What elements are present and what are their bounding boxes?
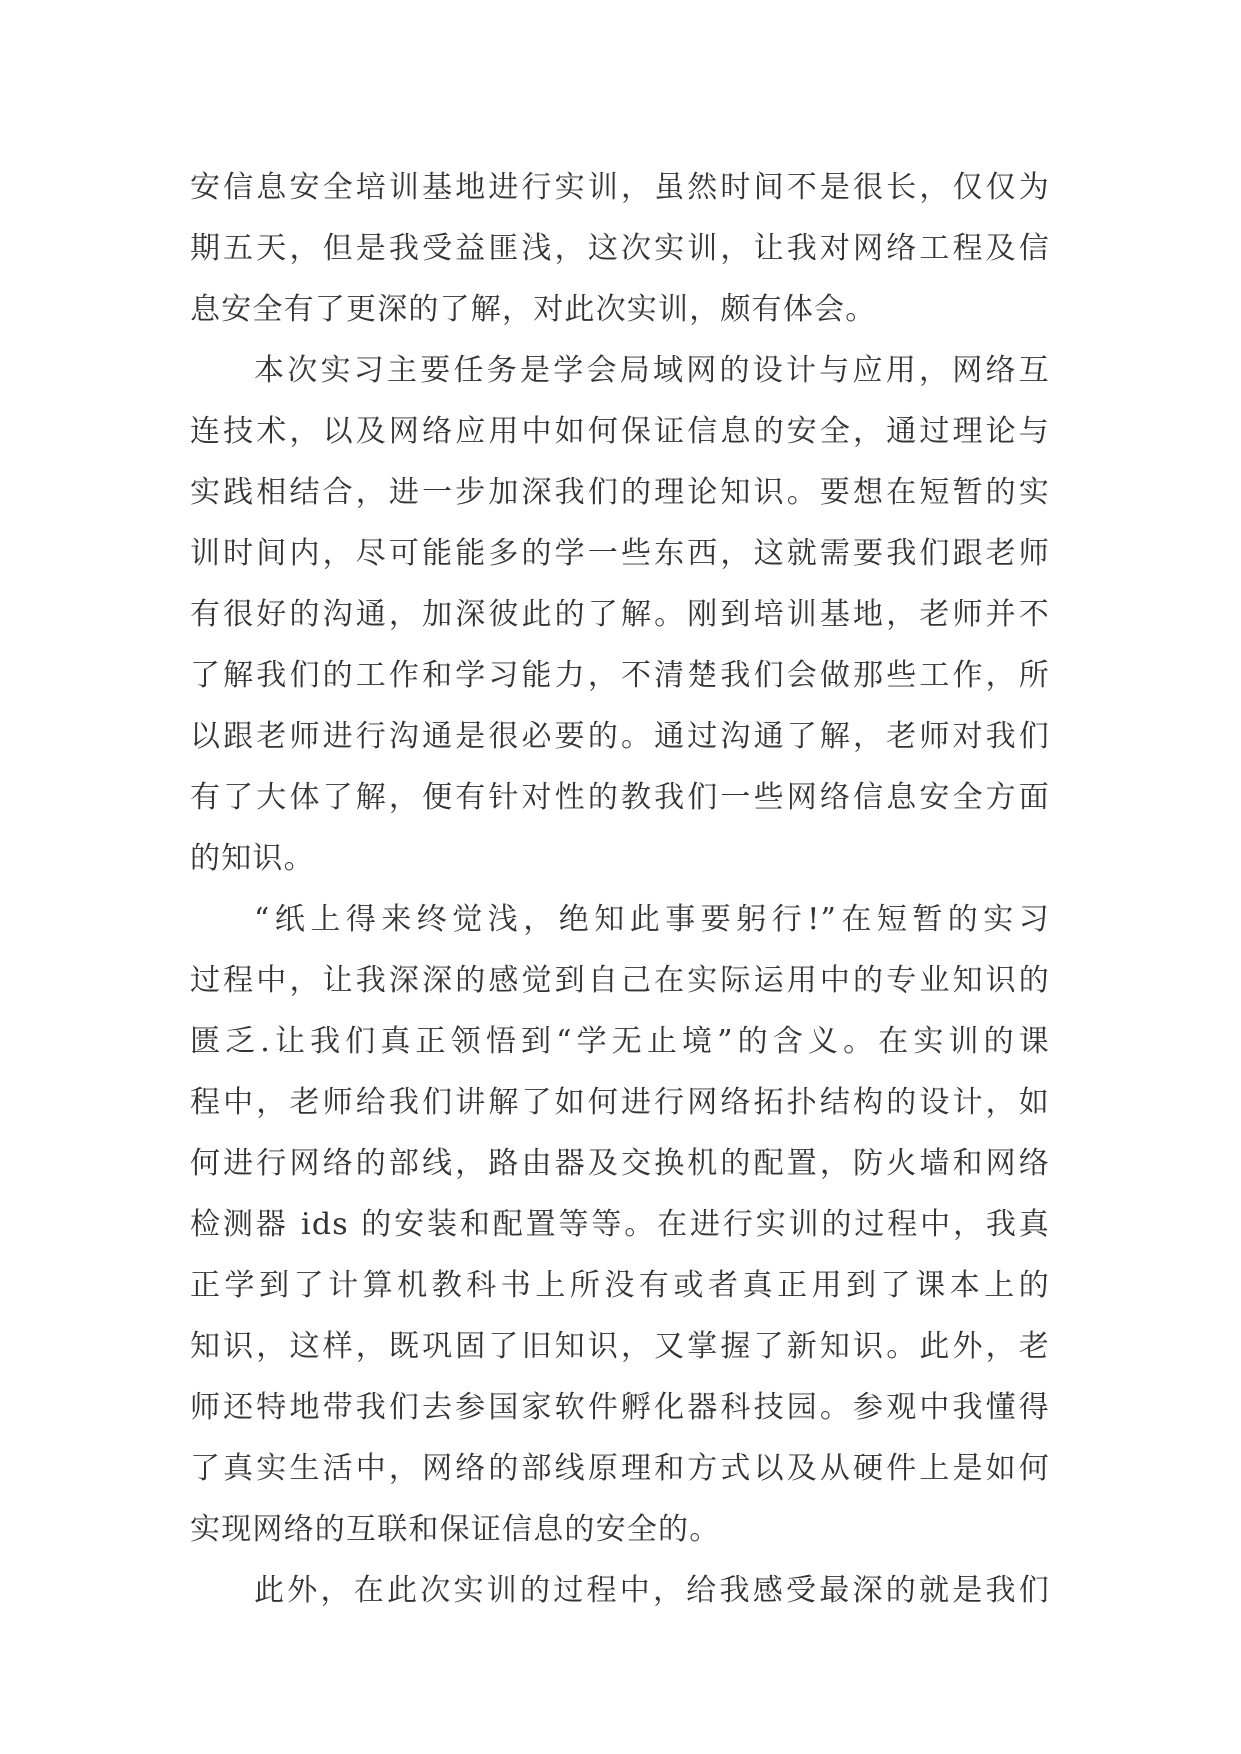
text-line: 安信息安全培训基地进行实训，虽然时间不是很长，仅仅为 (190, 170, 1050, 205)
text-line: 以跟老师进行沟通是很必要的。通过沟通了解，老师对我们 (190, 719, 1050, 754)
text-line: 匮乏.让我们真正领悟到“学无止境”的含义。在实训的课 (190, 1024, 1050, 1059)
text-line: 训时间内，尽可能能多的学一些东西，这就需要我们跟老师 (190, 536, 1050, 571)
text-line: 期五天，但是我受益匪浅，这次实训，让我对网络工程及信 (190, 231, 1050, 266)
text-line: 师还特地带我们去参国家软件孵化器科技园。参观中我懂得 (190, 1390, 1050, 1425)
text-line: 实践相结合，进一步加深我们的理论知识。要想在短暂的实 (190, 475, 1050, 510)
text-line: 实现网络的互联和保证信息的安全的。 (190, 1512, 721, 1547)
text-line: 检测器 ids 的安装和配置等等。在进行实训的过程中，我真 (190, 1207, 1050, 1242)
text-line: 程中，老师给我们讲解了如何进行网络拓扑结构的设计，如 (190, 1085, 1050, 1120)
text-line: 过程中，让我深深的感觉到自己在实际运用中的专业知识的 (190, 963, 1050, 998)
text-line: 了真实生活中，网络的部线原理和方式以及从硬件上是如何 (190, 1451, 1050, 1486)
text-line: 了解我们的工作和学习能力，不清楚我们会做那些工作，所 (190, 658, 1050, 693)
text-line: 何进行网络的部线，路由器及交换机的配置，防火墙和网络 (190, 1146, 1050, 1181)
text-line: 正学到了计算机教科书上所没有或者真正用到了课本上的 (190, 1268, 1050, 1303)
text-line: 有很好的沟通，加深彼此的了解。刚到培训基地，老师并不 (190, 597, 1050, 632)
text-line: 的知识。 (190, 841, 315, 876)
text-line: 息安全有了更深的了解，对此次实训，颇有体会。 (190, 292, 877, 327)
paragraph-first-line: 此外，在此次实训的过程中，给我感受最深的就是我们 (254, 1573, 1050, 1608)
text-line: 连技术，以及网络应用中如何保证信息的安全，通过理论与 (190, 414, 1050, 449)
paragraph-first-line: “纸上得来终觉浅，绝知此事要躬行!”在短暂的实习 (254, 902, 1050, 937)
text-line: 有了大体了解，便有针对性的教我们一些网络信息安全方面 (190, 780, 1050, 815)
paragraph-first-line: 本次实习主要任务是学会局域网的设计与应用，网络互 (254, 353, 1050, 388)
text-line: 知识，这样，既巩固了旧知识，又掌握了新知识。此外，老 (190, 1329, 1050, 1364)
